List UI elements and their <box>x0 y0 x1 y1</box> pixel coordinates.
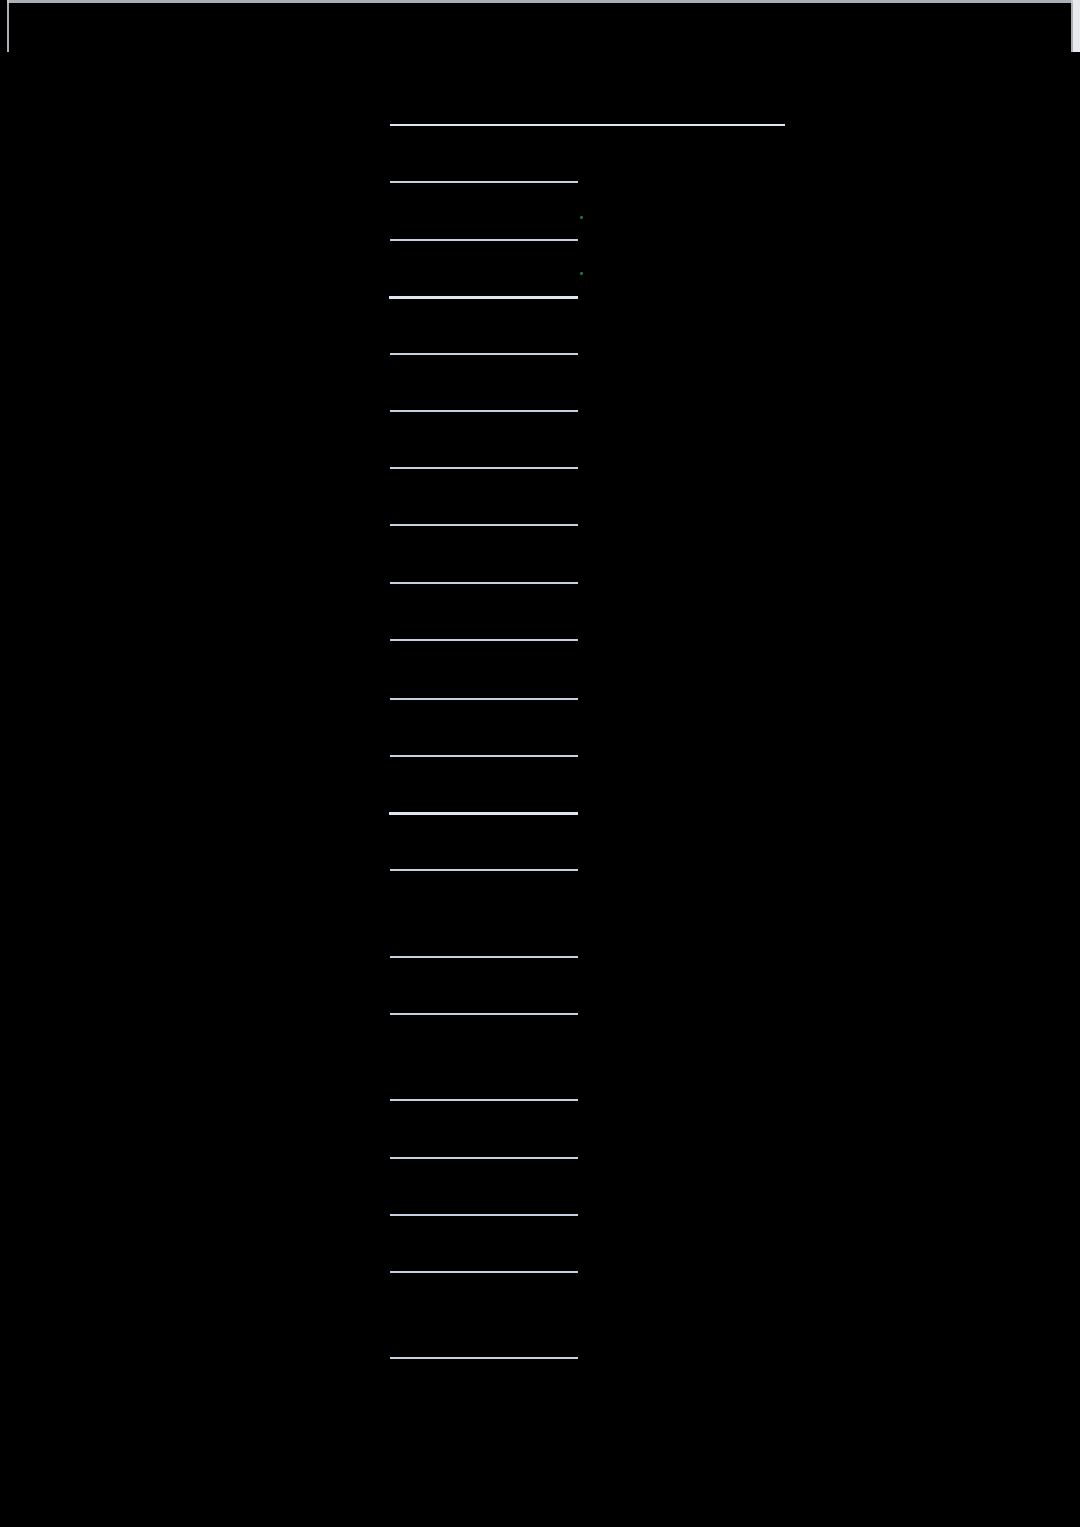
marker-dot-1 <box>580 216 583 219</box>
marker-dot-2 <box>580 272 583 275</box>
